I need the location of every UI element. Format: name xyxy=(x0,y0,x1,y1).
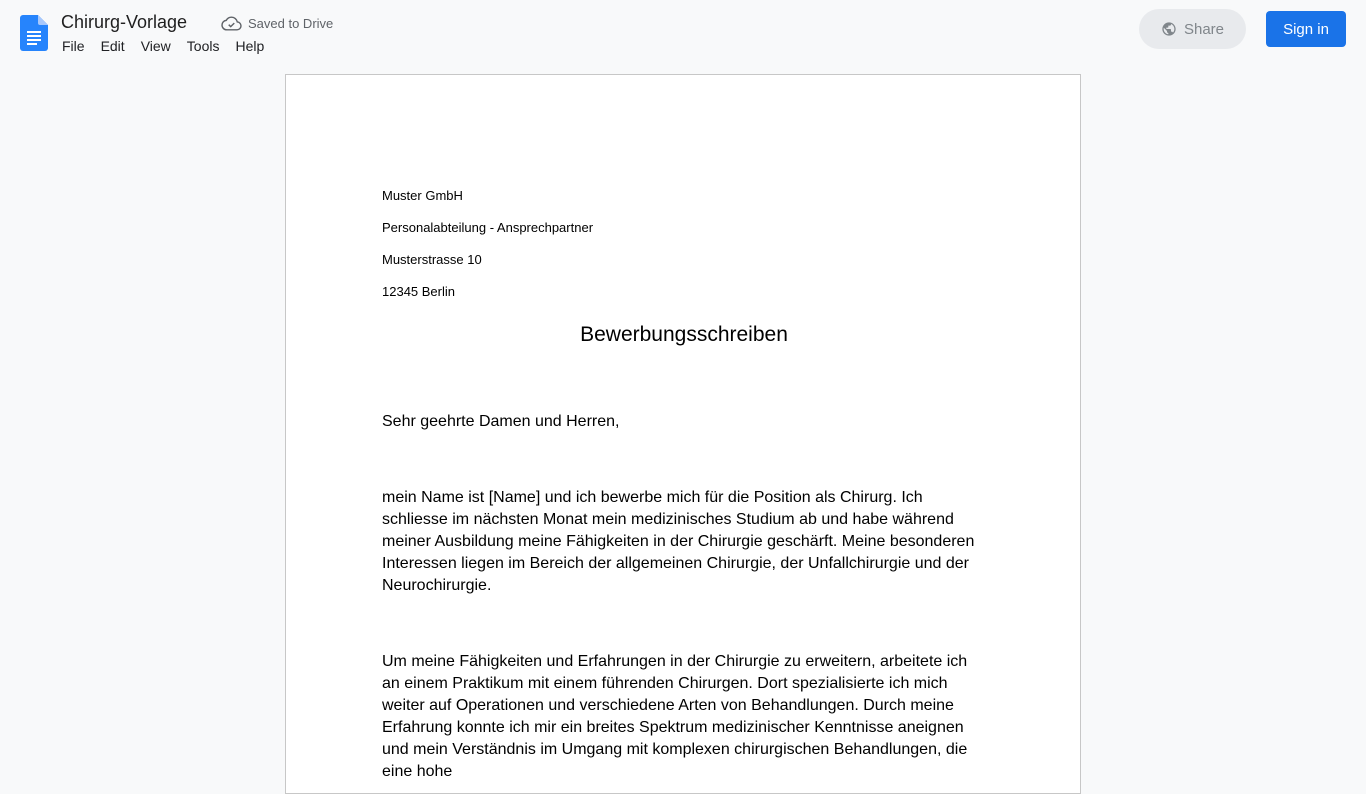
google-docs-icon[interactable] xyxy=(20,15,48,51)
menu-help[interactable]: Help xyxy=(235,38,265,54)
document-title[interactable]: Chirurg-Vorlage xyxy=(61,12,188,32)
paragraph-1: mein Name ist [Name] und ich bewerbe mich für die Position als Chirurg. Ich schliesse im nächsten Monat mein medizinisches Studium ab und habe während meiner Ausbildung meine Fähigkeiten in der Chirurgie geschärft. Meine besonderen Interessen liegen im Bereich der allgemeinen Chirurgie, der Unfallchirurgie und der Neurochirurgie. xyxy=(382,489,975,594)
address-line-company: Muster GmbH xyxy=(382,188,463,203)
cloud-check-icon xyxy=(222,16,241,31)
menu-view[interactable]: View xyxy=(140,38,171,54)
menu-tools[interactable]: Tools xyxy=(186,38,220,54)
menu-bar xyxy=(54,37,272,57)
document-heading: Bewerbungsschreiben xyxy=(580,323,788,346)
address-line-city: 12345 Berlin xyxy=(382,284,455,299)
address-line-street: Musterstrasse 10 xyxy=(382,252,482,267)
address-line-department: Personalabteilung - Ansprechpartner xyxy=(382,220,594,235)
save-status-label: Saved to Drive xyxy=(248,15,334,31)
document-page[interactable] xyxy=(285,74,1081,794)
globe-icon xyxy=(1161,21,1177,37)
paragraph-2: Um meine Fähigkeiten und Erfahrungen in der Chirurgie zu erweitern, arbeitete ich an einem Praktikum mit einem führenden Chirurgen. Dort spezialisierte ich mich weiter auf Operationen und verschiedene Arten von Behandlungen. Durch meine Erfahrung konnte ich mir ein breites Spektrum medizinischer Kenntnisse aneignen und mein Verständnis im Umgang mit komplexen chirurgischen Behandlungen, die eine hohe xyxy=(382,653,968,780)
save-status[interactable] xyxy=(222,14,333,32)
menu-edit[interactable]: Edit xyxy=(100,38,125,54)
menu-file[interactable]: File xyxy=(62,38,85,54)
share-button[interactable] xyxy=(1139,9,1246,49)
top-bar xyxy=(0,0,1366,64)
sign-in-button[interactable]: Sign in xyxy=(1266,11,1346,47)
salutation: Sehr geehrte Damen und Herren, xyxy=(382,413,620,430)
share-label: Share xyxy=(1183,20,1225,38)
